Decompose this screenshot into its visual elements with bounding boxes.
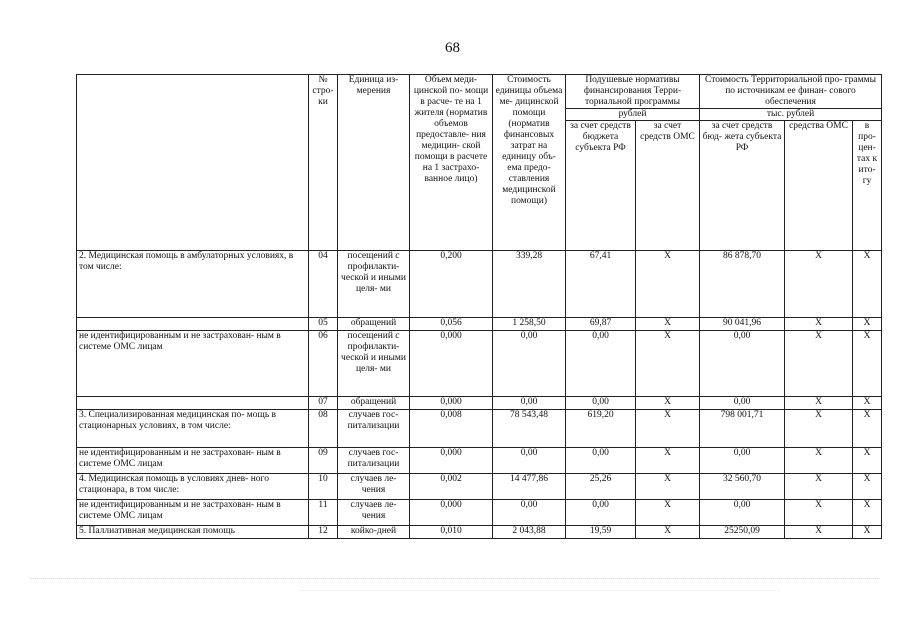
row-cost: 1 258,50: [493, 318, 566, 331]
row-cost: 78 543,48: [493, 410, 566, 448]
header-oms: за счет средств ОМС: [636, 121, 700, 251]
header-row-no: № стро- ки: [309, 75, 338, 251]
row-pg-oms: Х: [785, 318, 853, 331]
row-pc-oms: Х: [636, 397, 700, 410]
row-cost: 0,00: [493, 448, 566, 474]
table-row: [77, 397, 882, 410]
row-pg-budget: 0,00: [700, 397, 785, 410]
row-pg-oms: Х: [785, 500, 853, 526]
row-volume: 0,010: [410, 526, 493, 539]
row-pg-oms: Х: [785, 331, 853, 397]
row-pg-oms: Х: [785, 251, 853, 318]
row-pc-budget: 619,20: [566, 410, 636, 448]
row-percent: Х: [853, 526, 882, 539]
row-pc-budget: 0,00: [566, 500, 636, 526]
scan-noise-line: [300, 590, 780, 597]
row-cost: 339,28: [493, 251, 566, 318]
table-row: [77, 500, 882, 526]
row-name: 3. Специализированная медицинская по- мощь в стационарных условиях, в том числе:: [77, 410, 309, 448]
table-row: [77, 251, 882, 318]
header-program-cost: Стоимость Территориальной про- граммы по источникам ее финан- сового обеспечения: [700, 75, 882, 109]
header-thous-rub: тыс. рублей: [700, 109, 882, 121]
row-cost: 2 043,88: [493, 526, 566, 539]
header-oms-2: средства ОМС: [785, 121, 853, 251]
row-number: 10: [309, 474, 338, 500]
row-unit: посещений с профилакти- ческой и иными целя- ми: [338, 331, 410, 397]
header-percent: в про- цен- тах к ито- гу: [853, 121, 882, 251]
page-number: 68: [445, 40, 460, 56]
row-pg-oms: Х: [785, 410, 853, 448]
row-unit: обращений: [338, 397, 410, 410]
row-pg-budget: 32 560,70: [700, 474, 785, 500]
row-pc-oms: Х: [636, 251, 700, 318]
row-pc-budget: 25,26: [566, 474, 636, 500]
header-budget-rf-2: за счет средств бюд- жета субъекта РФ: [700, 121, 785, 251]
row-unit: случаев гос- питализации: [338, 410, 410, 448]
row-pg-budget: 90 041,96: [700, 318, 785, 331]
header-empty-cell: [77, 75, 309, 251]
row-pc-budget: 67,41: [566, 251, 636, 318]
header-per-capita: Подушевые нормативы финансирования Терри- ториальной программы: [566, 75, 700, 109]
row-number: 09: [309, 448, 338, 474]
row-pc-budget: 69,87: [566, 318, 636, 331]
row-percent: Х: [853, 410, 882, 448]
table-row: [77, 474, 882, 500]
table-row: [77, 318, 882, 331]
table-row: [77, 448, 882, 474]
row-number: 06: [309, 331, 338, 397]
header-cost: Стоимость единицы объема ме- дицинской помощи (норматив финансовых затрат на единицу объ- ема предо- ставления медицинской помощи): [493, 75, 566, 251]
row-pc-oms: Х: [636, 331, 700, 397]
row-pg-oms: Х: [785, 474, 853, 500]
row-pc-budget: 0,00: [566, 448, 636, 474]
row-unit: койко-дней: [338, 526, 410, 539]
row-volume: 0,056: [410, 318, 493, 331]
row-number: 05: [309, 318, 338, 331]
row-percent: Х: [853, 474, 882, 500]
row-pc-oms: Х: [636, 318, 700, 331]
row-volume: 0,008: [410, 410, 493, 448]
header-rub: рублей: [566, 109, 700, 121]
row-name: 2. Медицинская помощь в амбулаторных условиях, в том числе:: [77, 251, 309, 318]
table-row: [77, 410, 882, 448]
row-name: [77, 397, 309, 410]
row-unit: случаев ле- чения: [338, 500, 410, 526]
row-volume: 0,000: [410, 331, 493, 397]
row-unit: случаев гос- питализации: [338, 448, 410, 474]
row-pc-oms: Х: [636, 448, 700, 474]
header-budget-rf: за счет средств бюджета субъекта РФ: [566, 121, 636, 251]
row-pg-budget: 798 001,71: [700, 410, 785, 448]
row-unit: посещений с профилакти- ческой и иными целя- ми: [338, 251, 410, 318]
row-number: 12: [309, 526, 338, 539]
row-pc-oms: Х: [636, 500, 700, 526]
row-unit: случаев ле- чения: [338, 474, 410, 500]
row-percent: Х: [853, 331, 882, 397]
table-row: [77, 331, 882, 397]
row-name: не идентифицированным и не застрахован- ным в системе ОМС лицам: [77, 331, 309, 397]
row-name: 4. Медицинская помощь в условиях днев- ного стационара, в том числе:: [77, 474, 309, 500]
row-pg-oms: Х: [785, 526, 853, 539]
row-number: 08: [309, 410, 338, 448]
row-percent: Х: [853, 251, 882, 318]
row-percent: Х: [853, 448, 882, 474]
row-pg-budget: 25250,09: [700, 526, 785, 539]
row-pc-budget: 0,00: [566, 397, 636, 410]
row-pc-oms: Х: [636, 410, 700, 448]
row-volume: 0,000: [410, 397, 493, 410]
row-pg-budget: 0,00: [700, 500, 785, 526]
row-percent: Х: [853, 318, 882, 331]
row-pc-oms: Х: [636, 526, 700, 539]
row-pg-budget: 0,00: [700, 448, 785, 474]
row-cost: 14 477,86: [493, 474, 566, 500]
row-pg-budget: 0,00: [700, 331, 785, 397]
row-cost: 0,00: [493, 331, 566, 397]
row-percent: Х: [853, 500, 882, 526]
row-name: 5. Паллиативная медицинская помощь: [77, 526, 309, 539]
row-pg-budget: 86 878,70: [700, 251, 785, 318]
row-name: не идентифицированным и не застрахован- ным в системе ОМС лицам: [77, 500, 309, 526]
row-volume: 0,200: [410, 251, 493, 318]
row-name: [77, 318, 309, 331]
header-volume: Объем меди- цинской по- мощи в расче- те на 1 жителя (норматив объемов предоставле- ния медицин- ской помощи в расчете на 1 застрахо- ванное лицо): [410, 75, 493, 251]
row-unit: обращений: [338, 318, 410, 331]
row-percent: Х: [853, 397, 882, 410]
table-row: [77, 526, 882, 539]
row-pg-oms: Х: [785, 397, 853, 410]
row-cost: 0,00: [493, 500, 566, 526]
row-cost: 0,00: [493, 397, 566, 410]
row-number: 04: [309, 251, 338, 318]
row-pc-budget: 19,59: [566, 526, 636, 539]
row-number: 07: [309, 397, 338, 410]
row-pc-oms: Х: [636, 474, 700, 500]
row-pg-oms: Х: [785, 448, 853, 474]
row-volume: 0,002: [410, 474, 493, 500]
row-pc-budget: 0,00: [566, 331, 636, 397]
row-number: 11: [309, 500, 338, 526]
row-volume: 0,000: [410, 448, 493, 474]
financing-table: [76, 74, 882, 539]
row-volume: 0,000: [410, 500, 493, 526]
row-name: не идентифицированным и не застрахован- ным в системе ОМС лицам: [77, 448, 309, 474]
header-unit: Единица из- мерения: [338, 75, 410, 251]
